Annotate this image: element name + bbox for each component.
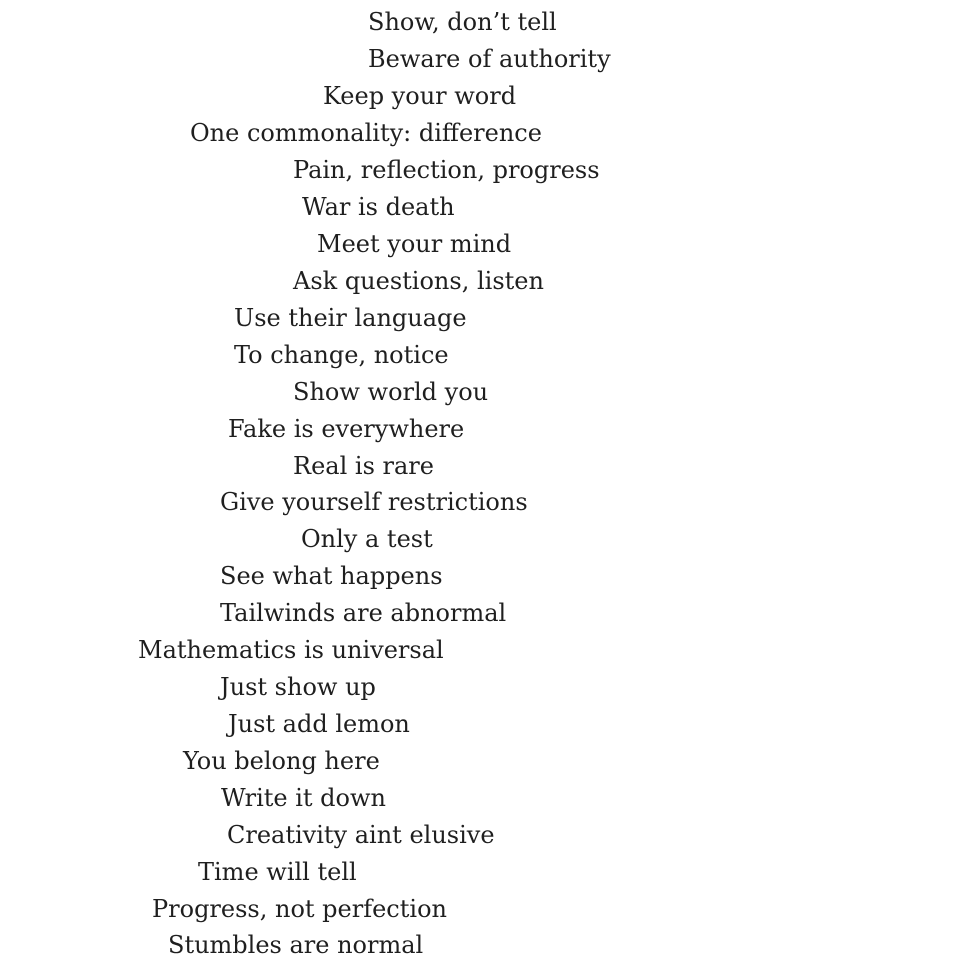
text-line: Ask questions, listen xyxy=(293,267,544,295)
text-line: Tailwinds are abnormal xyxy=(220,599,507,627)
text-line: Meet your mind xyxy=(317,230,512,258)
text-line: To change, notice xyxy=(234,341,449,369)
text-line: Write it down xyxy=(221,784,386,812)
text-line: Fake is everywhere xyxy=(228,415,465,443)
text-line: Give yourself restrictions xyxy=(220,488,528,516)
text-line: Just add lemon xyxy=(228,710,410,738)
text-line: Progress, not perfection xyxy=(152,895,447,923)
text-line: Use their language xyxy=(234,304,467,332)
text-line: Show world you xyxy=(293,378,489,406)
text-line: Show, don’t tell xyxy=(368,8,557,36)
text-line: Only a test xyxy=(301,525,433,553)
text-line: Beware of authority xyxy=(368,45,611,73)
text-line: Just show up xyxy=(220,673,376,701)
text-line: War is death xyxy=(302,193,455,221)
text-line: You belong here xyxy=(183,747,380,775)
text-line: One commonality: difference xyxy=(190,119,542,147)
text-line: Time will tell xyxy=(198,858,357,886)
text-line: Pain, reflection, progress xyxy=(293,156,600,184)
text-line: Mathematics is universal xyxy=(138,636,444,664)
text-line: Keep your word xyxy=(323,82,517,110)
text-line: See what happens xyxy=(220,562,443,590)
text-line: Creativity aint elusive xyxy=(227,821,495,849)
text-line: Stumbles are normal xyxy=(168,931,424,959)
text-line: Real is rare xyxy=(293,452,434,480)
